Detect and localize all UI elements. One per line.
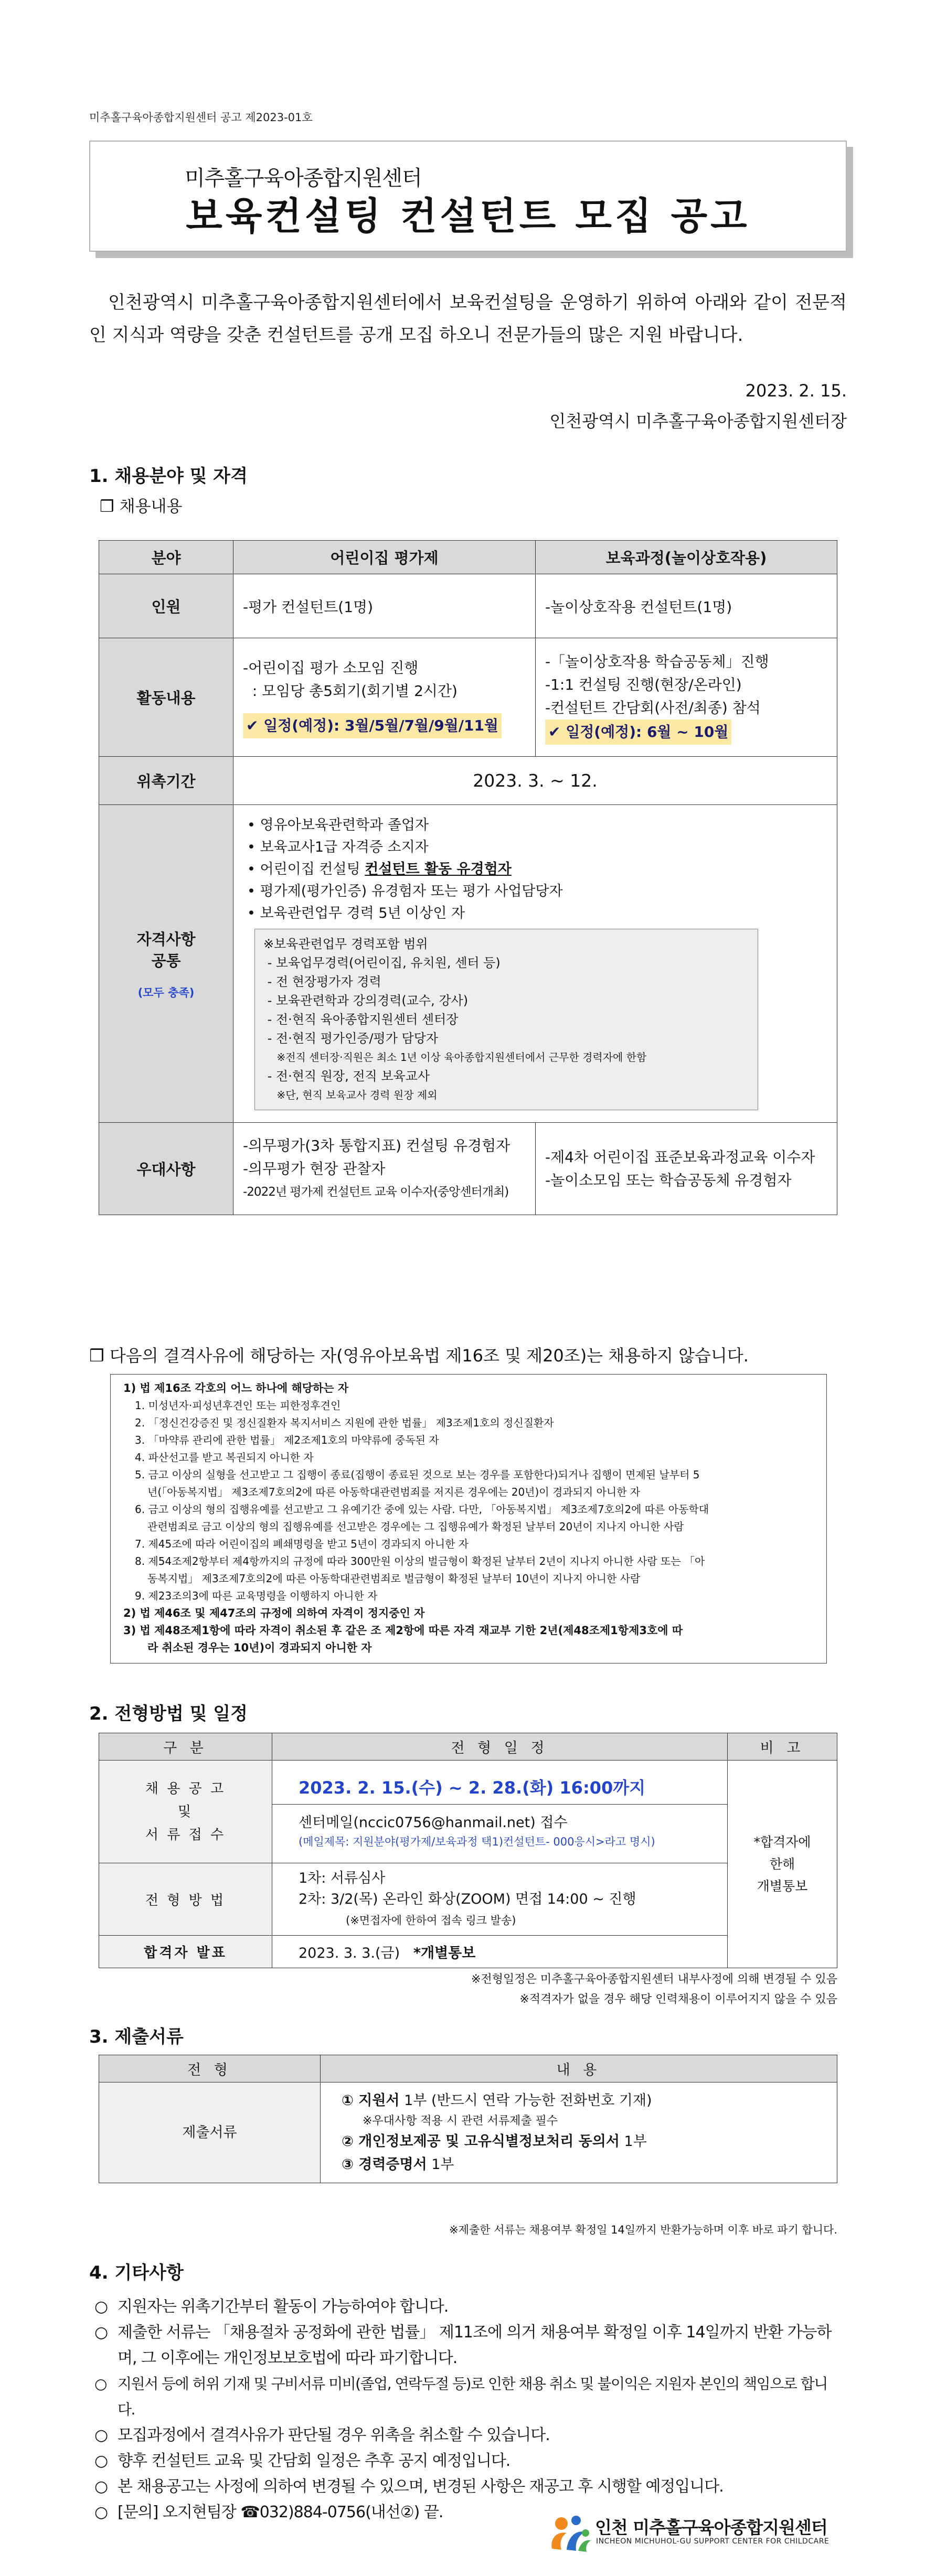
center-logo [546,2512,850,2554]
activity-cur-2: -1:1 컨설팅 진행(현장/온라인) [545,675,742,693]
disq-line: 3) 법 제48조제1항에 따라 자격이 취소된 후 같은 조 제2항에 따른 자격 재교부 기한 2년(제48조제1항제3호에 따 [123,1624,683,1637]
doc-item-1-bold: ① 지원서 [342,2092,400,2109]
qual-note-4: - 전·현직 육아종합지원센터 센터장 [263,1012,459,1027]
qual-item-5: • 보육관련업무 경력 5년 이상인 자 [247,905,465,921]
qual-label-1: 자격사항 [136,930,196,948]
remark-3: 개별통보 [757,1878,808,1894]
section2-heading: 2. 전형방법 및 일정 [89,1703,248,1724]
disq-line: 4. 파산선고를 받고 복권되지 아니한 자 [135,1451,314,1464]
note-item: ○ 향후 컨설턴트 교육 및 간담회 일정은 추후 공지 예정입니다. [94,2448,839,2474]
header-org: 미추홀구육아종합지원센터 [185,166,422,190]
disq-heading: ❒ 다음의 결격사유에 해당하는 자(영유아보육법 제16조 및 제20조)는 채용하지 않습니다. [89,1346,749,1366]
page-title: 보육컨설팅 컨설턴트 모집 공고 [186,194,750,238]
schedule-col-remark: 비 고 [728,1733,837,1761]
section1-heading: 1. 채용분야 및 자격 [89,466,248,487]
disqualification-box [110,1374,827,1663]
personnel-curriculum: -놀이상호작용 컨설턴트(1명) [536,574,837,638]
col-curriculum: 보육과정(놀이상호작용) [536,541,837,574]
note-item: ○ 본 채용공고는 사정에 의하여 변경될 수 있으며, 변경된 사항은 재공고 후 시행할 예정입니다. [94,2474,839,2499]
qual-note-box [254,929,758,1110]
remark-2: 한해 [769,1856,795,1872]
disq-line: 7. 제45조에 따라 어린이집의 폐쇄명령을 받고 5년이 경과되지 아니한 자 [135,1538,469,1550]
disq-line: 2) 법 제46조 및 제47조의 규정에 의하여 자격이 정지중인 자 [123,1607,425,1619]
other-notes-list [94,2294,839,2525]
activity-eval-2: : 모임당 총5회기(회기별 2시간) [243,682,458,700]
pref-eval-1: -의무평가(3차 통합지표) 컨설팅 유경험자 [243,1136,510,1154]
pref-eval-2: -의무평가 현장 관찰자 [243,1160,386,1177]
qual-item-3-bold: 컨설턴트 활동 유경험자 [365,861,512,877]
center-logo-icon [546,2512,592,2554]
qual-note-1: - 보육업무경력(어린이집, 유치원, 센터 등) [263,955,501,970]
apply-note: (메일제목: 지원분야(평가제/보육과정 택1)컨설턴트- 000응시>라고 명시) [299,1835,655,1848]
row-personnel-label: 인원 [99,574,233,638]
apply-label-3: 서 류 접 수 [145,1827,226,1843]
result-note: *개별통보 [413,1945,476,1961]
remark-1: *합격자에 [753,1834,811,1850]
doc-item-2-rest: 1부 [619,2133,647,2150]
doc-item-1-rest: 1부 (반드시 연락 가능한 전화번호 기재) [399,2092,652,2109]
result-date: 2023. 3. 3.(금) [299,1945,400,1961]
section4-heading: 4. 기타사항 [89,2262,184,2283]
row-period-label: 위촉기간 [99,757,233,805]
qual-note-2: - 전 현장평가자 경력 [263,974,381,989]
note-item: ○ 지원자는 위촉기간부터 활동이 가능하여야 합니다. [94,2294,839,2320]
qual-note-5: - 전·현직 평가인증/평가 담당자 [263,1031,439,1046]
documents-table [99,2055,837,2183]
schedule-col-date: 전 형 일 정 [272,1733,728,1761]
signer: 인천광역시 미추홀구육아종합지원센터장 [549,411,847,431]
disq-line: 년(「아동복지법」 제3조제7호의2에 따른 아동학대관련범죄를 저지른 경우에는 20년)이 경과되지 아니한 자 [147,1486,641,1498]
announcement-date: 2023. 2. 15. [745,381,847,401]
intro-paragraph: 인천광역시 미추홀구육아종합지원센터에서 보육컨설팅을 운영하기 위하여 아래와 같이 전문적인 지식과 역량을 갖춘 컨설턴트를 공개 모집 하오니 전문가들의 많은 지원 바랍니다. [89,292,847,346]
qual-note-8: ※단, 현직 보육교사 경력 원장 제외 [263,1088,438,1101]
docs-label: 제출서류 [99,2083,321,2183]
disq-line: 6. 금고 이상의 형의 집행유예를 선고받고 그 유예기간 중에 있는 사람. 다만, 「아동복지법」 제3조제7호의2에 따른 아동학대 [135,1503,709,1516]
schedule-footnote [471,1970,837,2010]
disq-line: 동복지법」 제3조제7호의2에 따른 아동학대관련범죄로 벌금형이 확정된 날부터 10년이 지나지 아니한 사람 [147,1572,641,1585]
note-item: ○ [문의] 오지현팀장 ☎032)884-0756(내선②) 끝. [94,2499,839,2525]
disq-line: 5. 금고 이상의 실형을 선고받고 그 집행이 종료(집행이 종료된 것으로 보는 경우를 포함한다)되거나 집행이 면제된 날부터 5 [135,1468,700,1481]
qual-note-3: - 보육관련학과 강의경력(교수, 강사) [263,993,469,1008]
pref-cur-2: -놀이소모임 또는 학습공동체 유경험자 [545,1171,792,1189]
method-3: (※면접자에 한하여 접속 링크 발송) [346,1914,516,1927]
qual-item-3-pre: • 어린이집 컨설팅 [247,861,365,877]
qual-item-1: • 영유아보육관련학과 졸업자 [247,817,429,833]
row-preference-label: 우대사항 [99,1123,233,1215]
result-label: 합격자 발표 [99,1936,272,1968]
schedule-foot-1: ※전형일정은 미추홀구육아종합지원센터 내부사정에 의해 변경될 수 있음 [471,1973,837,1986]
logo-korean: 인천 미추홀구육아종합지원센터 [595,2517,827,2538]
method-1: 1차: 서류심사 [299,1870,386,1886]
recruit-table [99,540,837,1215]
disq-line: 라 취소된 경우는 10년)이 경과되지 아니한 자 [147,1641,372,1654]
col-eval: 어린이집 평가제 [233,541,536,574]
activity-cur-schedule: ✔ 일정(예정): 6월 ~ 10월 [545,720,731,745]
activity-cur-3: -컨설턴트 간담회(사전/최종) 참석 [545,699,761,716]
pref-cur-1: -제4차 어린이집 표준보육과정교육 이수자 [545,1148,815,1166]
method-label: 전 형 방 법 [99,1863,272,1936]
apply-label-2: 및 [177,1804,194,1820]
period-value: 2023. 3. ~ 12. [233,757,837,805]
pref-eval-3: -2022년 평가제 컨설턴트 교육 이수자(중앙센터개최) [243,1185,509,1199]
disq-line: 2. 「정신건강증진 및 정신질환자 복지서비스 지원에 관한 법률」 제3조제1호의 정신질환자 [135,1416,554,1429]
disq-line: 1) 법 제16조 각호의 어느 하나에 해당하는 자 [123,1382,349,1394]
activity-eval-schedule: ✔ 일정(예정): 3월/5월/7월/9월/11월 [243,713,502,738]
col-field: 분야 [99,541,233,574]
qual-item-4: • 평가제(평가인증) 유경험자 또는 평가 사업담당자 [247,883,563,899]
documents-footnote: ※제출한 서류는 채용여부 확정일 14일까지 반환가능하며 이후 바로 파기 합니다. [449,2224,837,2236]
personnel-eval: -평가 컨설턴트(1명) [233,574,536,638]
apply-date: 2023. 2. 15.(수) ~ 2. 28.(화) 16:00까지 [272,1775,727,1805]
qual-item-2: • 보육교사1급 자격증 소지자 [247,839,429,855]
doc-item-3-rest: 1부 [427,2156,454,2173]
doc-item-2-bold: ② 개인정보제공 및 고유식별정보처리 동의서 [342,2133,620,2150]
note-item: ○ 모집과정에서 결격사유가 판단될 경우 위촉을 취소할 수 있습니다. [94,2422,839,2448]
schedule-col-type: 구 분 [99,1733,272,1761]
schedule-foot-2: ※적격자가 없을 경우 해당 인력채용이 이루어지지 않을 수 있음 [519,1993,837,2006]
docs-col-content: 내 용 [321,2055,837,2083]
section1-sub: ❒ 채용내용 [100,497,183,516]
qual-note-7: - 전·현직 원장, 전직 보육교사 [263,1068,430,1083]
disq-line: 3. 「마약류 관리에 관한 법률」 제2조제1호의 마약류에 중독된 자 [135,1434,439,1446]
row-activity-label: 활동내용 [99,638,233,757]
disq-line: 9. 제23조의3에 따른 교육명령을 이행하지 아니한 자 [135,1590,378,1602]
qual-note-title: ※보육관련업무 경력포함 범위 [263,936,428,951]
apply-mail: 센터메일(nccic0756@hanmail.net) 접수 [299,1814,568,1831]
title-box [89,141,847,252]
doc-item-1-note: ※우대사항 적용 시 관련 서류제출 필수 [363,2114,558,2128]
method-2: 2차: 3/2(목) 온라인 화상(ZOOM) 면접 14:00 ~ 진행 [299,1891,636,1907]
schedule-table [99,1733,837,1968]
note-item: ○ 지원서 등에 허위 기재 및 구비서류 미비(졸업, 연락두절 등)로 인한 채용 취소 및 불이익은 지원자 본인의 책임으로 합니다. [94,2371,839,2422]
qual-label-3: (모두 충족) [137,986,195,999]
document-number: 미추홀구육아종합지원센터 공고 제2023-01호 [89,111,313,124]
section3-heading: 3. 제출서류 [89,2026,184,2047]
disq-line: 8. 제54조제2항부터 제4항까지의 규정에 따라 300만원 이상의 벌금형이 확정된 날부터 2년이 지나지 아니한 사람 또는 「아 [135,1555,705,1568]
qual-label-2: 공통 [151,951,181,970]
logo-english: INCHEON MICHUHOL-GU SUPPORT CENTER FOR CHILDCARE [596,2537,829,2546]
disq-line: 1. 미성년자·피성년후견인 또는 피한정후견인 [135,1399,341,1412]
activity-cur-1: -「놀이상호작용 학습공동체」진행 [545,652,769,670]
docs-col-type: 전 형 [99,2055,321,2083]
note-item: ○ 제출한 서류는 「채용절차 공정화에 관한 법률」 제11조에 의거 채용여부 확정일 이후 14일까지 반환 가능하며, 그 이후에는 개인정보보호법에 따라 파기합니다. [94,2320,839,2371]
qual-note-6: ※전직 센터장·직원은 최소 1년 이상 육아종합지원센터에서 근무한 경력자에 한함 [263,1050,647,1064]
disq-line: 관련범죄로 금고 이상의 형의 집행유예를 선고받은 경우에는 그 집행유예가 확정된 날부터 20년이 지나지 아니한 사람 [147,1520,684,1533]
doc-item-3-bold: ③ 경력증명서 [342,2156,427,2173]
activity-eval-1: -어린이집 평가 소모임 진행 [243,659,419,677]
apply-label-1: 채 용 공 고 [145,1780,226,1797]
